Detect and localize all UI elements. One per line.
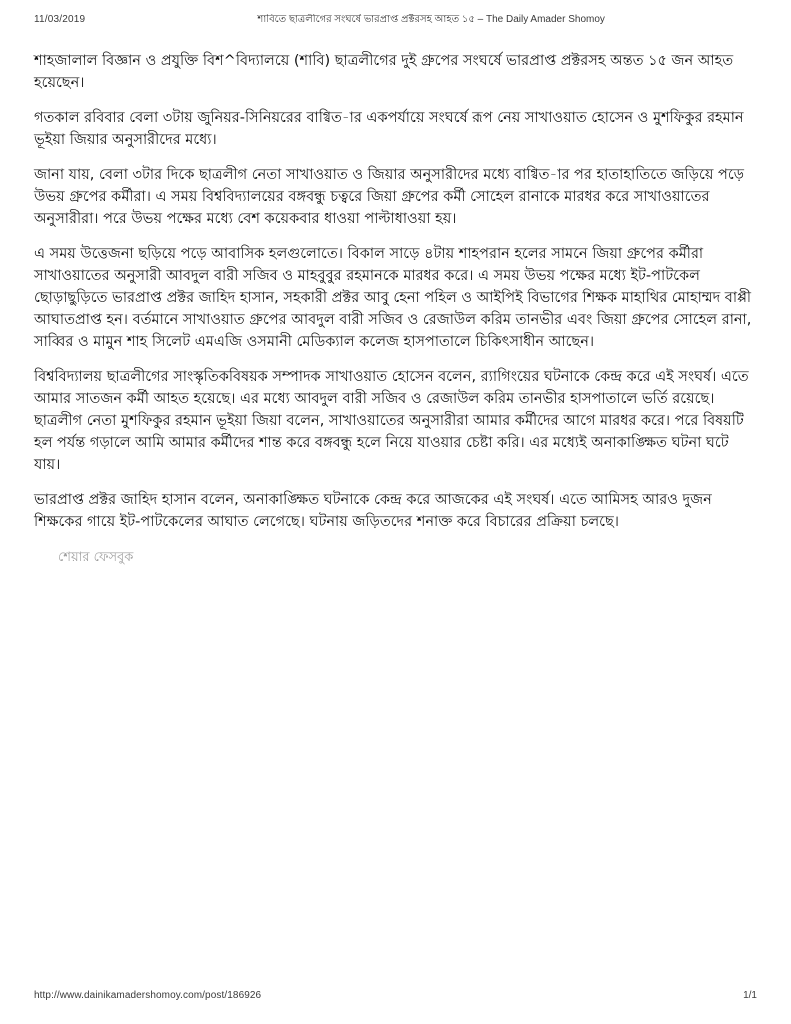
article-paragraph: এ সময় উত্তেজনা ছড়িয়ে পড়ে আবাসিক হলগুলোতে। বিকাল সাড়ে ৪টায় শাহপরান হলের সামনে জিয়া গ্রুপের কর্মীরা সাখাওয়াতের অনুসারী আবদুল বারী সজিব ও মাহবুবুর রহমানকে মারধর করে। এ সময় উভয় পক্ষের মধ্যে ইট-পাটকেল ছোড়াছুড়িতে ভারপ্রাপ্ত প্রক্টর জাহিদ হাসান, সহকারী প্রক্টর আবু হেনা পহিল ও আইপিই বিভাগের শিক্ষক মাহাথির মোহাম্মদ বাপ্পী আঘাতপ্রাপ্ত হন। বর্তমানে সাখাওয়াত গ্রুপের আবদুল বারী সজিব ও রেজাউল করিম তানভীর এবং জিয়া গ্রুপের সোহেল রানা, সাব্বির ও মামুন শাহ সিলেট এমএজি ওসমানী মেডিক্যাল কলেজ হাসপাতালে চিকিৎসাধীন আছেন। (34, 246, 752, 350)
article-body (34, 50, 758, 567)
share-row (58, 548, 758, 567)
article-paragraph: বিশ্ববিদ্যালয় ছাত্রলীগের সাংস্কৃতিকবিষয়ক সম্পাদক সাখাওয়াত হোসেন বলেন, র‌্যাগিংয়ের ঘটনাকে কেন্দ্র করে এই সংঘর্ষ। এতে আমার সাতজন কর্মী আহত হয়েছে। এর মধ্যে আবদুল বারী সজিব ও রেজাউল করিম তানভীর হাসপাতালে ভর্তি রয়েছে। ছাত্রলীগ নেতা মুশফিকুর রহমান ভূইয়া জিয়া বলেন, সাখাওয়াতের অনুসারীরা আমার কর্মীদের আগে মারধর করে। পরে বিষয়টি হল পর্যন্ত গড়ালে আমি আমার কর্মীদের শান্ত করে বঙ্গবন্ধু হলে নিয়ে যাওয়ার চেষ্টা করি। এর মধ্যেই অনাকাঙ্ক্ষিত ঘটনা ঘটে যায়। (34, 369, 749, 473)
print-footer (34, 990, 757, 1002)
article-paragraph: জানা যায়, বেলা ৩টার দিকে ছাত্রলীগ নেতা সাখাওয়াত ও জিয়ার অনুসারীদের মধ্যে বাগ্বিত-ার পর হাতাহাতিতে জড়িয়ে পড়ে উভয় গ্রুপের কর্মীরা। এ সময় বিশ্ববিদ্যালয়ের বঙ্গবন্ধু চত্বরে জিয়া গ্রুপের কর্মী সোহেল রানাকে মারধর করে সাখাওয়াতের অনুসারীরা। পরে উভয় পক্ষের মধ্যে বেশ কয়েকবার ধাওয়া পাল্টাধাওয়া হয়। (34, 167, 745, 227)
article-paragraph: শাহজালাল বিজ্ঞান ও প্রযুক্তি বিশ^বিদ্যালয়ে (শাবি) ছাত্রলীগের দুই গ্রুপের সংঘর্ষে ভারপ্রাপ্ত প্রক্টরসহ অন্তত ১৫ জন আহত হয়েছেন। (34, 53, 734, 91)
page-number-indicator: 1/1 (743, 990, 757, 1001)
source-url: http://www.dainikamadershomoy.com/post/186926 (34, 990, 262, 1001)
article-paragraph: গতকাল রবিবার বেলা ৩টায় জুনিয়র-সিনিয়রের বাগ্বিত-ার একপর্যায়ে সংঘর্ষে রূপ নেয় সাখাওয়াত হোসেন ও মুশফিকুর রহমান ভূইয়া জিয়ার অনুসারীদের মধ্যে। (34, 110, 744, 148)
print-date: 11/03/2019 (34, 14, 86, 25)
print-header (34, 14, 757, 26)
document-title: শাবিতে ছাত্রলীগের সংঘর্ষে ভারপ্রাপ্ত প্রক্টরসহ আহত ১৫ – The Daily Amader Shomoy (257, 14, 605, 25)
article-paragraph: ভারপ্রাপ্ত প্রক্টর জাহিদ হাসান বলেন, অনাকাঙ্ক্ষিত ঘটনাকে কেন্দ্র করে আজকের এই সংঘর্ষ। এতে আমিসহ আরও দুজন শিক্ষকের গায়ে ইট-পাটকেলের আঘাত লেগেছে। ঘটনায় জড়িতদের শনাক্ত করে বিচারের প্রক্রিয়া চলছে। (34, 492, 712, 530)
share-facebook-label: শেয়ার ফেসবুক (58, 550, 134, 565)
